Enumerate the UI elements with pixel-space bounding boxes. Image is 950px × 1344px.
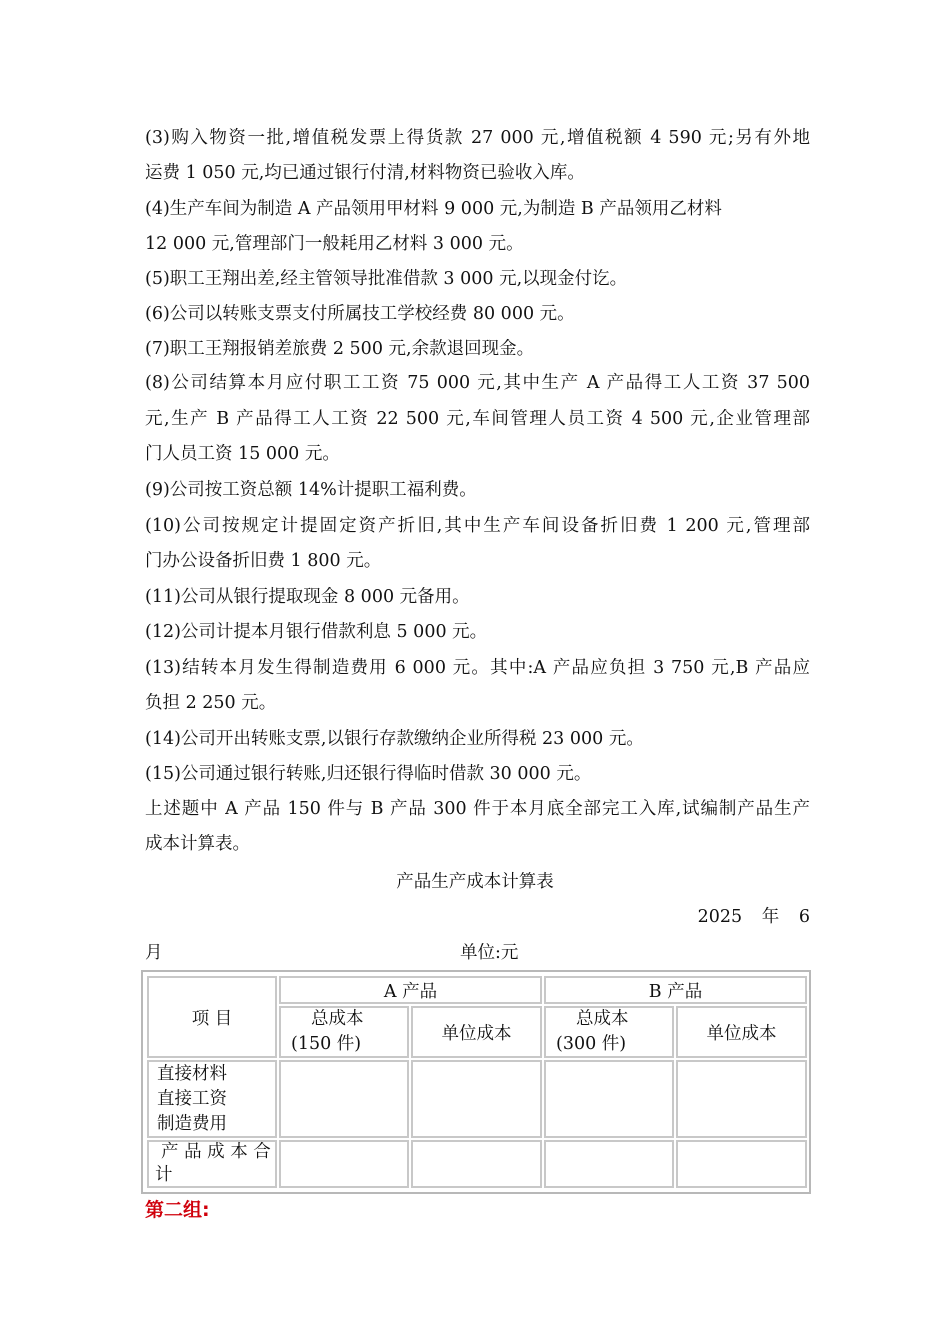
- unit-cost-b-header: 单位成本: [676, 1006, 807, 1058]
- total-cost-a-header: [279, 1006, 409, 1058]
- total-row-line: 产 品 成 本 合: [161, 1142, 271, 1162]
- paragraph-line: (6)公司以转账支票支付所属技工学校经费 80 000 元。: [145, 304, 575, 324]
- cost-items-cell: [147, 1060, 277, 1138]
- paragraph-line: 负担 2 250 元。: [145, 693, 277, 713]
- unit-label: 单位:元: [460, 943, 519, 963]
- table-title: 产品生产成本计算表: [396, 872, 554, 892]
- unit-cost-a-header: 单位成本: [411, 1006, 542, 1058]
- product-b-header: B 产品: [544, 976, 807, 1004]
- item-direct-materials: 直接材料: [157, 1063, 227, 1084]
- date-year: [698, 903, 810, 928]
- paragraph-line: (8)公司结算本月应付职工工资 75 000 元,其中生产 A 产品得工人工资 37 500: [145, 373, 810, 393]
- table-cell-empty: [544, 1140, 674, 1188]
- total-cost-label: 总成本: [576, 1009, 629, 1029]
- paragraph-line: 12 000 元,管理部门一般耗用乙材料 3 000 元。: [145, 234, 524, 254]
- paragraph-line: 门人员工资 15 000 元。: [145, 444, 340, 464]
- paragraph-line: (14)公司开出转账支票,以银行存款缴纳企业所得税 23 000 元。: [145, 729, 644, 749]
- paragraph-line: (5)职工王翔出差,经主管领导批准借款 3 000 元,以现金付讫。: [145, 269, 628, 289]
- date-month-unit: 月: [145, 943, 163, 963]
- quantity-b: (300 件): [556, 1034, 627, 1054]
- paragraph-line: 上述题中 A 产品 150 件与 B 产品 300 件于本月底全部完工入库,试编制产品生产: [145, 799, 810, 819]
- paragraph-line: (10)公司按规定计提固定资产折旧,其中生产车间设备折旧费 1 200 元,管理部: [145, 516, 810, 536]
- item-direct-wages: 直接工资: [157, 1088, 227, 1109]
- paragraph-line: (9)公司按工资总额 14%计提职工福利费。: [145, 480, 477, 500]
- month-value: 6: [798, 907, 810, 927]
- table-cell-empty: [411, 1060, 542, 1138]
- section-heading: 第二组:: [145, 1199, 210, 1221]
- paragraph-line: 元,生产 B 产品得工人工资 22 500 元,车间管理人员工资 4 500 元,企业管理部: [145, 409, 810, 429]
- paragraph-line: 运费 1 050 元,均已通过银行付清,材料物资已验收入库。: [145, 163, 585, 183]
- year-value: 2025: [697, 907, 743, 927]
- paragraph-line: (11)公司从银行提取现金 8 000 元备用。: [145, 587, 470, 607]
- table-cell-empty: [279, 1060, 409, 1138]
- paragraph-line: (7)职工王翔报销差旅费 2 500 元,余款退回现金。: [145, 339, 535, 359]
- total-cost-label: 总成本: [311, 1009, 364, 1029]
- year-unit: 年: [761, 907, 780, 927]
- paragraph-line: 门办公设备折旧费 1 800 元。: [145, 551, 382, 571]
- total-row-label: [147, 1140, 277, 1188]
- table-cell-empty: [676, 1140, 807, 1188]
- paragraph-line: (3)购入物资一批,增值税发票上得货款 27 000 元,增值税额 4 590 元;另有外地: [145, 128, 810, 148]
- quantity-a: (150 件): [291, 1034, 362, 1054]
- product-a-header: A 产品: [279, 976, 542, 1004]
- table-cell-empty: [544, 1060, 674, 1138]
- item-header: 项 目: [147, 976, 277, 1058]
- total-row-line: 计: [155, 1165, 173, 1185]
- table-cell-empty: [411, 1140, 542, 1188]
- paragraph-line: 成本计算表。: [145, 834, 250, 854]
- cost-table: [141, 970, 811, 1194]
- total-cost-b-header: [544, 1006, 674, 1058]
- paragraph-line: (13)结转本月发生得制造费用 6 000 元。其中:A 产品应负担 3 750 元,B 产品应: [145, 658, 810, 678]
- table-cell-empty: [676, 1060, 807, 1138]
- paragraph-line: (4)生产车间为制造 A 产品领用甲材料 9 000 元,为制造 B 产品领用乙材料: [145, 199, 722, 219]
- table-cell-empty: [279, 1140, 409, 1188]
- paragraph-line: (15)公司通过银行转账,归还银行得临时借款 30 000 元。: [145, 764, 592, 784]
- paragraph-line: (12)公司计提本月银行借款利息 5 000 元。: [145, 622, 488, 642]
- item-manufacturing-overhead: 制造费用: [157, 1113, 227, 1134]
